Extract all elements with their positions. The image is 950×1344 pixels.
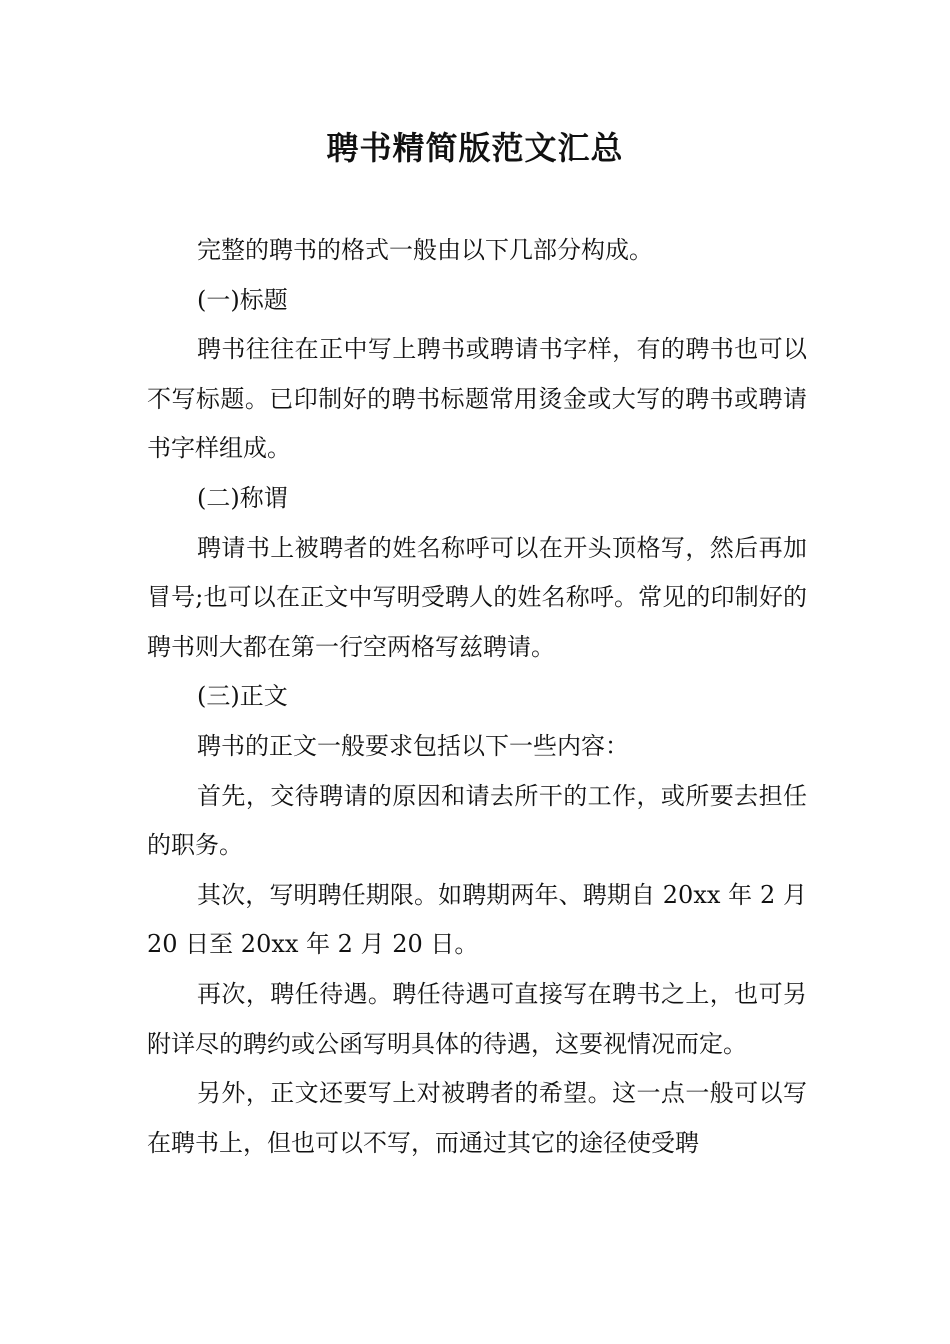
section-heading-title: (一)标题 — [197, 285, 288, 314]
paragraph-intro: 完整的聘书的格式一般由以下几部分构成。 — [197, 236, 653, 264]
paragraph-body-intro: 聘书的正文一般要求包括以下一些内容： — [197, 731, 629, 760]
paragraph-title-desc: 聘书往往在正中写上聘书或聘请书字样，有的聘书也可以不写标题。已印制好的聘书标题常用烫金或大写的聘书或聘请书字样组成。 — [147, 335, 807, 463]
paragraph-second: 其次，写明聘任期限。如聘期两年、聘期自 20xx 年 2 月 20 日至 20xx 年 2 月 20 日。 — [147, 880, 807, 959]
document-body — [147, 226, 807, 1168]
paragraph-first: 首先，交待聘请的原因和请去所干的工作，或所要去担任的职务。 — [147, 781, 807, 860]
paragraph-salutation-desc: 聘请书上被聘者的姓名称呼可以在开头顶格写，然后再加冒号;也可以在正文中写明受聘人的姓名称呼。常见的印制好的聘书则大都在第一行空两格写兹聘请。 — [147, 533, 807, 661]
section-heading-body: (三)正文 — [197, 682, 288, 711]
paragraph-additionally: 另外，正文还要写上对被聘者的希望。这一点一般可以写在聘书上，但也可以不写，而通过其它的途径使受聘 — [147, 1079, 807, 1157]
document-title: 聘书精简版范文汇总 — [326, 129, 624, 167]
paragraph-third: 再次，聘任待遇。聘任待遇可直接写在聘书之上，也可另附详尽的聘约或公函写明具体的待遇，这要视情况而定。 — [147, 979, 807, 1058]
section-heading-salutation: (二)称谓 — [197, 483, 288, 512]
